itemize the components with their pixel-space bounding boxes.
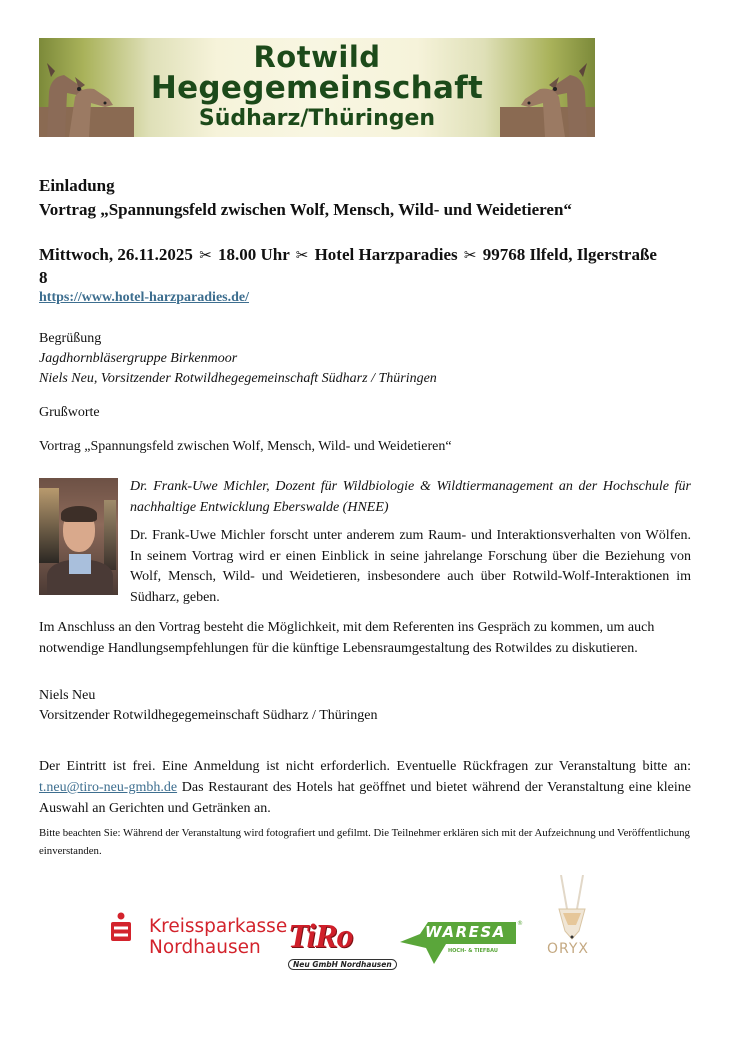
invitation-kicker: Einladung xyxy=(39,176,115,195)
signature-name: Niels Neu xyxy=(39,688,96,703)
invitation-title: Vortrag „Spannungsfeld zwischen Wolf, Mensch, Wild- und Weidetieren“ xyxy=(39,200,572,219)
event-date: Mittwoch, 26.11.2025 xyxy=(39,245,193,264)
sparkasse-s-icon xyxy=(110,912,132,942)
sponsor-logos xyxy=(100,870,620,980)
signature-role: Vorsitzender Rotwildhegegemeinschaft Südharz / Thüringen xyxy=(39,708,378,723)
speaker-photo xyxy=(39,478,118,595)
banner-title-line2: Hegegemeinschaft xyxy=(150,70,484,106)
welcome-item-hornists: Jagdhornbläsergruppe Birkenmoor xyxy=(39,351,238,366)
greetings-label: Grußworte xyxy=(39,405,100,420)
banner-title-line3: Südharz/Thüringen xyxy=(198,106,436,131)
oryx-antelope-icon xyxy=(549,875,595,941)
hotel-website-link[interactable]: https://www.hotel-harzparadies.de/ xyxy=(39,290,249,305)
recording-notice: Bitte beachten Sie: Während der Veranstaltung wird fotografiert und gefilmt. Die Teilnehmer erklären sich mit der Aufzeichnung und Veröffentlichung einverstanden. xyxy=(39,827,690,857)
tiro-logo xyxy=(288,920,397,972)
talk-label: Vortrag „Spannungsfeld zwischen Wolf, Mensch, Wild- und Weidetieren“ xyxy=(39,439,452,454)
event-address-continued: 8 xyxy=(39,268,48,287)
scissors-icon: ✂ xyxy=(199,246,212,264)
waresa-logo xyxy=(400,920,525,965)
event-address: 99768 Ilfeld, Ilgerstraße xyxy=(482,245,657,264)
discussion-paragraph: Im Anschluss an den Vortrag besteht die Möglichkeit, mit dem Referenten ins Gespräch zu kommen, um auch notwendige Handlungsempfehlungen für die künftige Lebensraumgestaltung des Rotwildes zu diskutieren. xyxy=(39,620,655,656)
tiro-name: TiRo xyxy=(288,918,353,955)
waresa-subtitle: HOCH- & TIEFBAU xyxy=(448,948,498,954)
speaker-credentials: Dr. Frank-Uwe Michler, Dozent für Wildbiologie & Wildtiermanagement an der Hochschule für nachhaltige Entwicklung Eberswalde (HNEE) xyxy=(130,479,691,515)
scissors-icon: ✂ xyxy=(463,246,477,264)
contact-email-link[interactable]: t.neu@tiro-neu-gmbh.de xyxy=(39,780,178,795)
waresa-name: WARESA xyxy=(425,923,506,941)
event-time: 18.00 Uhr xyxy=(218,245,290,264)
header-banner xyxy=(39,38,595,137)
banner-title-line1: Rotwild xyxy=(253,40,381,74)
info-text-before: Der Eintritt ist frei. Eine Anmeldung ist nicht erforderlich. Eventuelle Rückfragen zur Veranstaltung bitte an: xyxy=(39,759,691,774)
event-venue: Hotel Harzparadies xyxy=(314,245,458,264)
welcome-label: Begrüßung xyxy=(39,331,102,346)
welcome-item-chairman: Niels Neu, Vorsitzender Rotwildhegegemeinschaft Südharz / Thüringen xyxy=(39,371,437,386)
event-details xyxy=(39,245,657,265)
oryx-logo xyxy=(543,875,603,975)
speaker-bio: Dr. Frank-Uwe Michler forscht unter anderem zum Raum- und Interaktionsverhalten von Wölfen. In seinem Vortrag wird er einen Einblick in seine jahrelange Forschung über die Beziehung von Wolf, Mensch, Wild- und Weidetieren, insbesondere auch über Rotwild-Wolf-Interaktionen im Südharz, geben. xyxy=(130,528,691,605)
sparkasse-name: Kreissparkasse Nordhausen xyxy=(149,916,288,958)
registered-mark: ® xyxy=(517,920,523,927)
info-paragraph xyxy=(39,756,691,819)
info-text-after: Das Restaurant des Hotels hat geöffnet und bietet während der Veranstaltung eine kleine Auswahl an Gerichten und Getränken an. xyxy=(39,780,691,816)
oryx-name: ORYX xyxy=(547,941,589,957)
scissors-icon: ✂ xyxy=(295,246,309,264)
tiro-subtitle: Neu GmbH Nordhausen xyxy=(288,959,397,970)
